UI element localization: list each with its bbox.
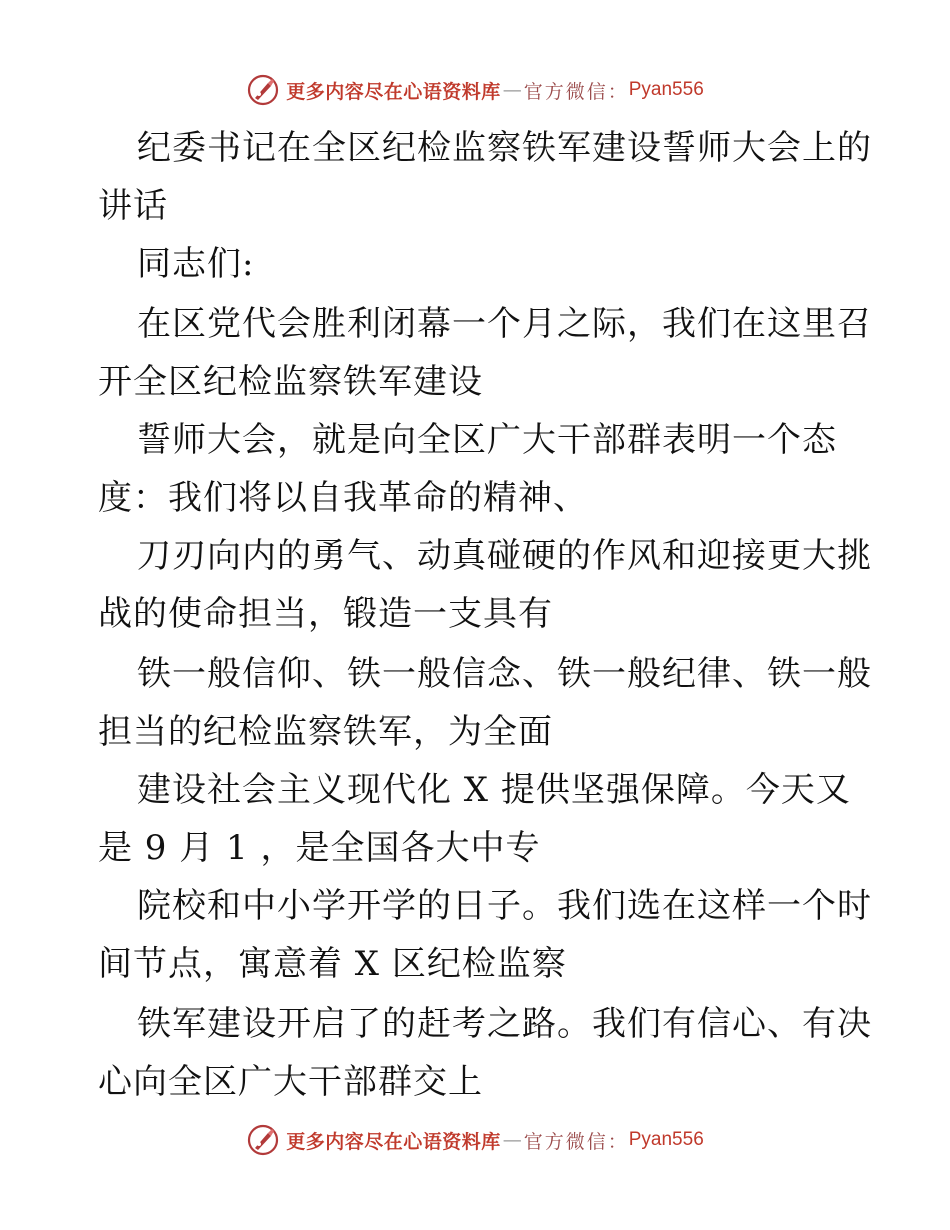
pen-quill-logo-icon [246, 1123, 280, 1157]
pen-quill-logo-icon [246, 73, 280, 107]
text-line: 战的使命担当，锻造一支具有 [98, 594, 553, 634]
header-banner [0, 70, 950, 110]
text-line: 刀刃向内的勇气、动真碰硬的作风和迎接更大挑 [137, 536, 872, 576]
text-line: 铁一般信仰、铁一般信念、铁一般纪律、铁一般 [137, 654, 872, 694]
text-line: 同志们: [137, 244, 255, 284]
text-line: 在区党代会胜利闭幕一个月之际，我们在这里召 [137, 304, 872, 344]
text-line: 度：我们将以自我革命的精神、 [98, 478, 588, 518]
banner-dash: — [502, 1129, 522, 1151]
banner-wechat-label: 官方微信： [523, 80, 629, 103]
footer-banner [0, 1120, 950, 1160]
text-line: 间节点，寓意着 X 区纪检监察 [98, 944, 567, 984]
text-line: 开全区纪检监察铁军建设 [98, 362, 483, 402]
text-line: 院校和中小学开学的日子。我们选在这样一个时 [137, 886, 872, 926]
banner-wechat-label: 官方微信： [523, 1130, 629, 1153]
text-line: 是 9 月 1 ，是全国各大中专 [98, 828, 541, 868]
banner-site-name: 更多内容尽在心语资料库 [286, 1130, 501, 1153]
text-line: 担当的纪检监察铁军，为全面 [98, 712, 553, 752]
banner-account: Pyan556 [628, 1129, 704, 1150]
text-line: 誓师大会，就是向全区广大干部群表明一个态 [137, 420, 837, 460]
text-line: 铁军建设开启了的赶考之路。我们有信心、有决 [137, 1004, 872, 1044]
banner-site-name: 更多内容尽在心语资料库 [286, 80, 501, 103]
text-line: 讲话 [98, 186, 168, 226]
banner-dash: — [502, 79, 522, 101]
text-line: 纪委书记在全区纪检监察铁军建设誓师大会上的 [137, 128, 872, 168]
banner-account: Pyan556 [628, 79, 704, 100]
text-line: 建设社会主义现代化 X 提供坚强保障。今天又 [137, 770, 851, 810]
text-line: 心向全区广大干部群交上 [98, 1062, 483, 1102]
